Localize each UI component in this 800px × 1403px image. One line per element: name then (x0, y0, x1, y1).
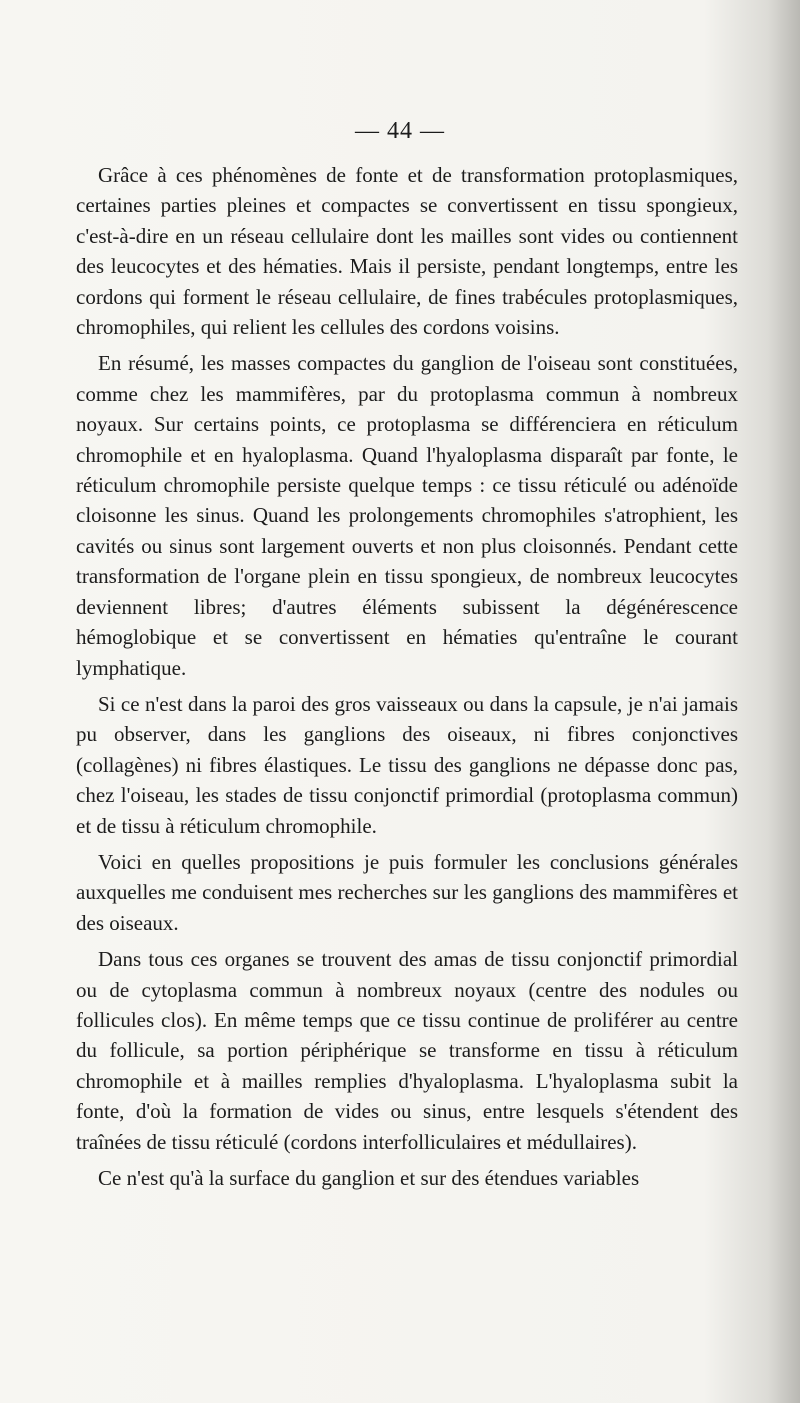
paragraph-fonte: Grâce à ces phénomènes de fonte et de transformation protoplasmiques, certaines parties pleines et compactes se convertissent en tissu spongieux, c'est-à-dire en un réseau cellulaire dont les mailles sont vides ou contiennent des leucocytes et des hématies. Mais il persiste, pendant longtemps, entre les cordons qui forment le réseau cellulaire, de fines trabécules protoplasmiques, chromophiles, qui relient les cellules des cordons voisins. (76, 163, 738, 340)
paragraph-surface: Ce n'est qu'à la surface du ganglion et sur des étendues variables (98, 1166, 640, 1190)
paragraph-propositions: Voici en quelles propositions je puis formuler les conclusions générales auxquelles me conduisent mes recherches sur les ganglions des mammifères et des oiseaux. (76, 849, 738, 935)
page-number: — 44 — (355, 118, 445, 144)
paragraph-oiseaux: Si ce n'est dans la paroi des gros vaisseaux ou dans la capsule, je n'ai jamais pu observer, dans les ganglions des oiseaux, ni fibres conjonctives (collagènes) ni fibres élastiques. Le tissu des ganglions ne dépasse donc pas, chez l'oiseau, les stades de tissu conjonctif primordial (protoplasma commun) et de tissu à réticulum chromophile. (76, 691, 738, 838)
body-text (76, 160, 738, 1199)
paragraph-resume: En résumé, les masses compactes du ganglion de l'oiseau sont constituées, comme chez les mammifères, par du protoplasma commun à nombreux noyaux. Sur certains points, ce protoplasma se différenciera en réticulum chromophile et en hyaloplasma. Quand l'hyaloplasma disparaît par fonte, le réticulum chromophile persiste quelque temps : ce tissu réticulé ou adénoïde cloisonne les sinus. Quand les prolongements chromophiles s'atrophient, les cavités ou sinus sont largement ouverts et non plus cloisonnés. Pendant cette transformation de l'organe plein en tissu spongieux, de nombreux leucocytes deviennent libres; d'autres éléments subissent la dégénérescence hémoglobique et se convertissent en hématies qu'entraîne le courant lymphatique. (76, 351, 738, 680)
paragraph-organes: Dans tous ces organes se trouvent des amas de tissu conjonctif primordial ou de cytoplasma commun à nombreux noyaux (centre des nodules ou follicules clos). En même temps que ce tissu continue de proliférer au centre du follicule, sa portion périphérique se transforme en tissu à réticulum chromophile et à mailles remplies d'hyaloplasma. L'hyaloplasma subit la fonte, d'où la formation de vides ou sinus, entre lesquels s'étendent des traînées de tissu réticulé (cordons interfolliculaires et médullaires). (76, 947, 738, 1154)
